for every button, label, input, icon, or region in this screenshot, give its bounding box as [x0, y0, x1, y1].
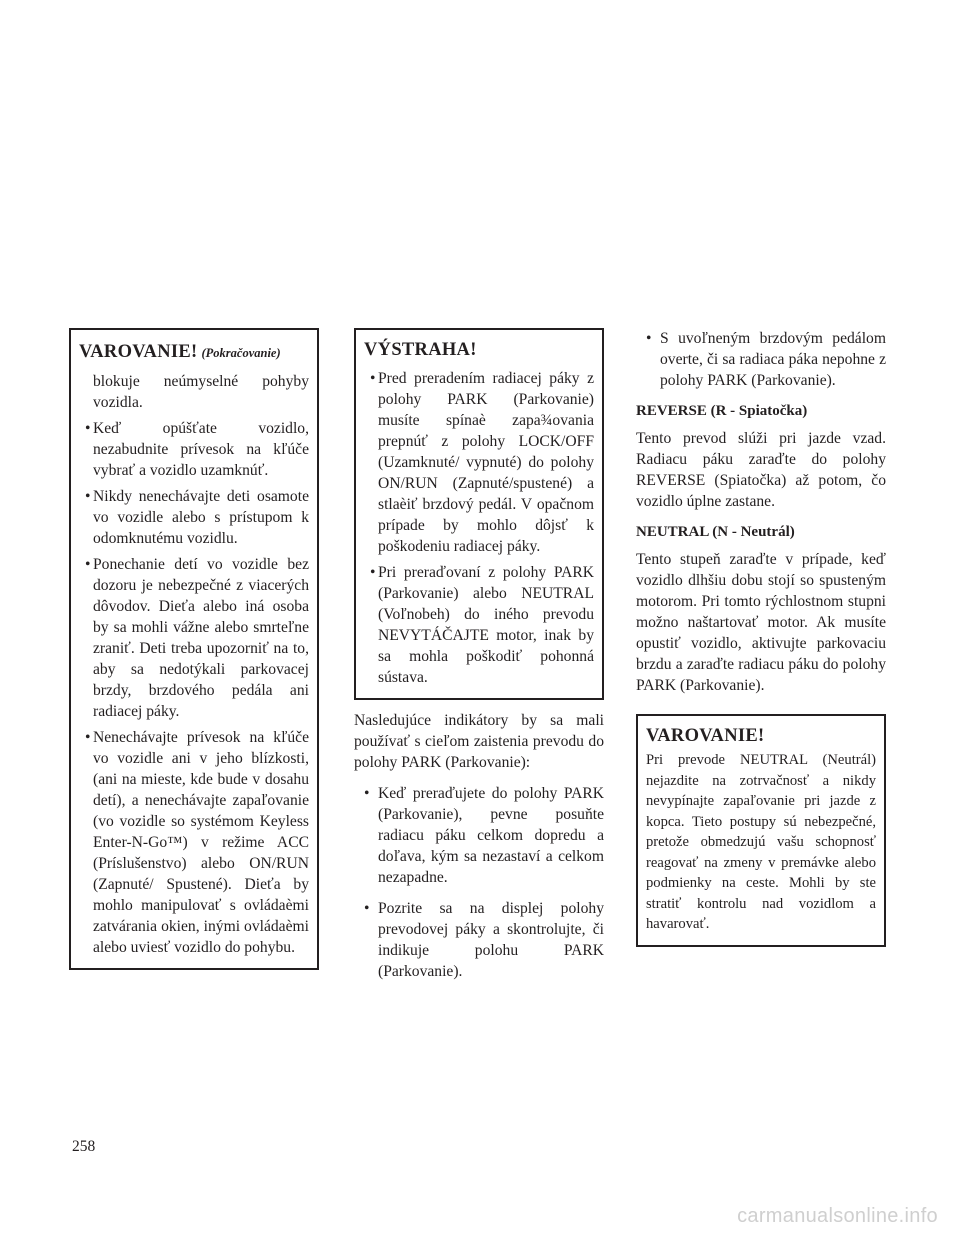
- list-item: • Keď opúšťate vozidlo, nezabudnite prívesok na kľúče vybrať a vozidlo uzamknúť.: [85, 420, 309, 479]
- continued-text: blokuje neúmyselné pohyby vozidla.: [93, 373, 309, 411]
- bullet-icon: •: [85, 488, 91, 505]
- list-item: • Pozrite sa na displej polohy prevodovej páky a skontrolujte, či indikuje polohu PARK (Parkovanie).: [364, 900, 604, 980]
- caution-title: VÝSTRAHA!: [364, 340, 477, 360]
- list-item: • Pred preradením radiacej páky z polohy PARK (Parkovanie) musíte spínaè zapa¾ovania prepnúť z polohy LOCK/OFF (Uzamknuté/ vypnuté) do polohy ON/RUN (Zapnuté/spustené) a stlaèiť brzdový pedál. V opačnom prípade by mohlo dôjsť k poškodeniu radiacej páky.: [370, 370, 594, 555]
- bullet-icon: •: [370, 564, 376, 581]
- warning-title: VAROVANIE!: [646, 726, 765, 746]
- warning-box: [636, 714, 886, 947]
- page-number: 258: [72, 1138, 96, 1155]
- neutral-paragraph: Tento stupeň zaraďte v prípade, keď vozidlo dlhšiu dobu stojí so spusteným motorom. Pri tomto rýchlostnom stupni možno naštartovať motor. Ak musíte opustiť vozidlo, aktivujte parkovaciu brzdu a zaraďte radiacu páku do polohy PARK (Parkovanie).: [636, 551, 886, 694]
- middle-column: [354, 328, 604, 992]
- list-item: • Ponechanie detí vo vozidle bez dozoru je nebezpečné z viacerých dôvodov. Dieťa alebo iná osoba by sa mohli vážne alebo smrteľne zraniť. Deti treba upozorniť na to, aby sa nedotýkali parkovacej brzdy, brzdového pedála ani radiacej páky.: [85, 556, 309, 720]
- bullet-icon: •: [364, 785, 370, 802]
- list-item: • Nikdy nenechávajte deti osamote vo vozidle alebo s prístupom k odomknutému vozidlu.: [85, 488, 309, 547]
- warning-box-continued: [69, 328, 319, 970]
- bullet-icon: •: [370, 370, 376, 387]
- continuation-label: (Pokračovanie): [201, 346, 281, 360]
- list-item: • Nenechávajte prívesok na kľúče vo vozidle ani v jeho blízkosti, (ani na mieste, kde bude v dosahu detí), a nenechávajte zapaľovanie (vo vozidle so systémom Keyless Enter-N-Go™) v režime ACC (Príslušenstvo) alebo ON/RUN (Zapnuté/ Spustené). Dieťa by mohlo manipulovať s ovládaèmi zatvárania okien, inými ovládaèmi alebo uviesť vozidlo do pohybu.: [85, 729, 309, 956]
- list-item: • S uvoľneným brzdovým pedálom overte, či sa radiaca páka nepohne z polohy PARK (Parkovanie).: [646, 330, 886, 389]
- reverse-paragraph: Tento prevod slúži pri jazde vzad. Radiacu páku zaraďte do polohy REVERSE (Spiatočka) až potom, čo vozidlo úplne zastane.: [636, 430, 886, 510]
- bullet-icon: •: [85, 729, 91, 746]
- warning-title: [79, 340, 309, 365]
- bullet-icon: •: [85, 556, 91, 573]
- warning-text: Pri prevode NEUTRAL (Neutrál) nejazdite na zotrvačnosť a nikdy nevypínajte zapaľovanie pri jazde z kopca. Tieto postupy sú nebezpečné, pretože obmedzujú vašu schopnosť reagovať na zmeny v premávke alebo podmienky na ceste. Mohli by ste stratiť kontrolu nad vozidlom a havarovať.: [646, 752, 876, 932]
- left-column: [69, 328, 319, 970]
- list-item: • Pri preraďovaní z polohy PARK (Parkovanie) alebo NEUTRAL (Voľnobeh) do iného prevodu NEVYTÁČAJTE motor, inak by sa mohla poškodiť pohonná sústava.: [370, 564, 594, 686]
- bullet-icon: •: [85, 420, 91, 437]
- bullet-icon: •: [364, 900, 370, 917]
- reverse-heading: REVERSE (R - Spiatočka): [636, 403, 808, 419]
- caution-box: [354, 328, 604, 700]
- neutral-heading: NEUTRAL (N - Neutrál): [636, 524, 795, 540]
- list-item: • Keď preraďujete do polohy PARK (Parkovanie), pevne posuňte radiacu páku celkom dopredu a doľava, kým sa nezastaví a celkom nezapadne.: [364, 785, 604, 886]
- intro-paragraph: Nasledujúce indikátory by sa mali používať s cieľom zaistenia prevodu do polohy PARK (Parkovanie):: [354, 712, 604, 771]
- warning-title-text: VAROVANIE!: [79, 342, 198, 362]
- watermark: carmanualsonline.info: [737, 1205, 938, 1227]
- right-column: [636, 328, 886, 947]
- bullet-icon: •: [646, 330, 652, 347]
